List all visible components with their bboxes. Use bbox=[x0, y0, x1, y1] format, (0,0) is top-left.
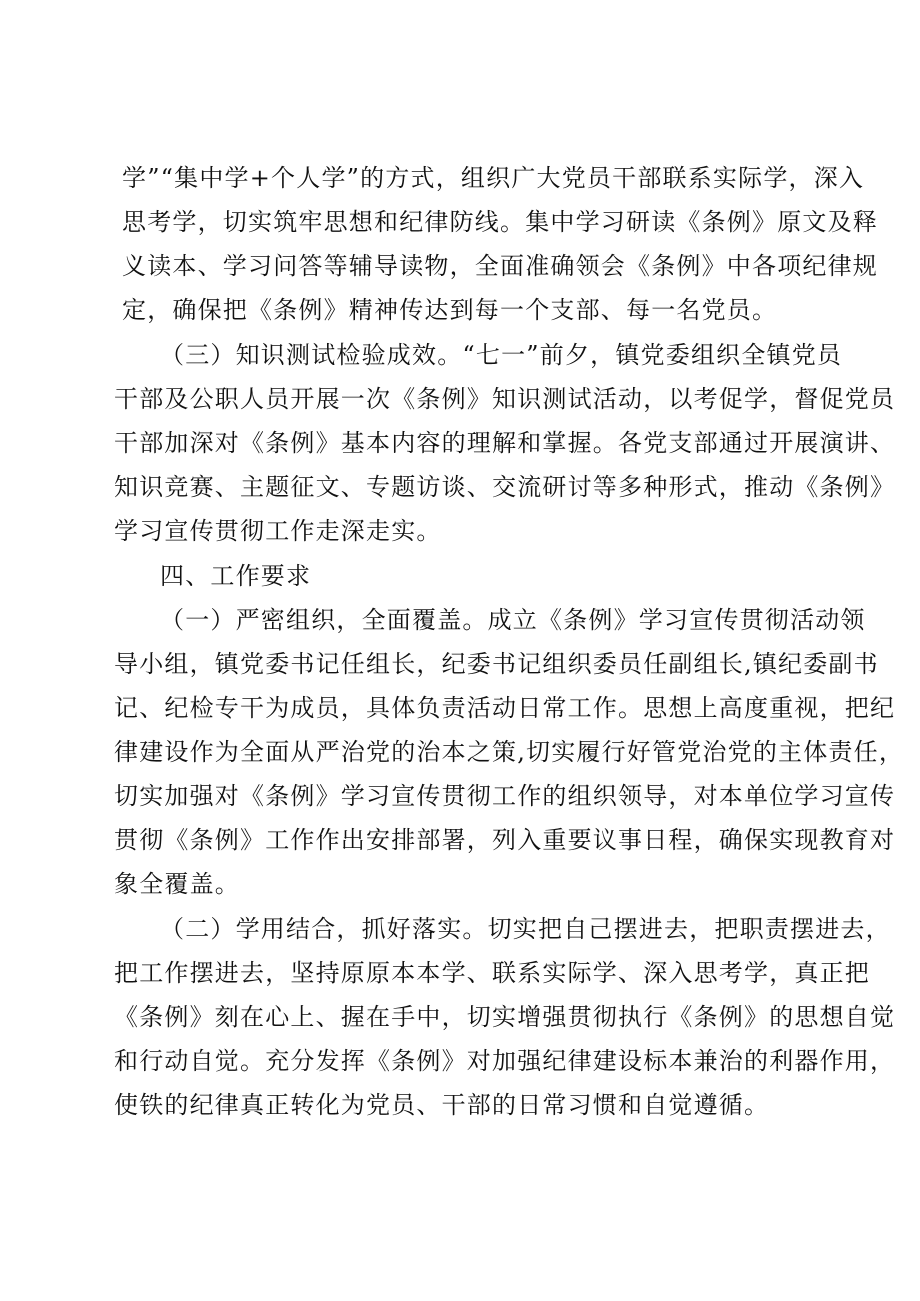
paragraph-line: 干部及公职人员开展一次《条例》知识测试活动，以考促学，督促党员 bbox=[114, 385, 896, 413]
paragraph-line: 定，确保把《条例》精神传达到每一个支部、每一名党员。 bbox=[122, 296, 778, 324]
paragraph-line: 导小组，镇党委书记任组长，纪委书记组织委员任副组长,镇纪委副书 bbox=[114, 650, 879, 678]
paragraph-line: 知识竞赛、主题征文、专题访谈、交流研讨等多种形式，推动《条例》 bbox=[114, 473, 896, 501]
paragraph-line: 干部加深对《条例》基本内容的理解和掌握。各党支部通过开展演讲、 bbox=[114, 429, 896, 457]
paragraph-line: 义读本、学习问答等辅导读物，全面准确领会《条例》中各项纪律规 bbox=[122, 252, 878, 280]
paragraph-line: 思考学，切实筑牢思想和纪律防线。集中学习研读《条例》原文及释 bbox=[122, 208, 878, 236]
paragraph-line: 把工作摆进去，坚持原原本本学、联系实际学、深入思考学，真正把 bbox=[114, 959, 870, 987]
paragraph-line: （一）严密组织，全面覆盖。成立《条例》学习宣传贯彻活动领 bbox=[160, 606, 866, 634]
paragraph-line: 学”“集中学+个人学”的方式，组织广大党员干部联系实际学，深入 bbox=[122, 164, 865, 192]
paragraph-line: （二）学用结合，抓好落实。切实把自己摆进去，把职责摆进去， bbox=[160, 915, 891, 943]
paragraph-line: 《条例》刻在心上、握在手中，切实增强贯彻执行《条例》的思想自觉 bbox=[114, 1003, 896, 1031]
paragraph-line: 记、纪检专干为成员，具体负责活动日常工作。思想上高度重视，把纪 bbox=[114, 694, 896, 722]
paragraph-line: 象全覆盖。 bbox=[114, 870, 240, 898]
paragraph-line: 律建设作为全面从严治党的治本之策,切实履行好管党治党的主体责任， bbox=[114, 738, 905, 766]
section-heading: 四、工作要求 bbox=[160, 562, 312, 590]
paragraph-line: 和行动自觉。充分发挥《条例》对加强纪律建设标本兼治的利器作用， bbox=[114, 1047, 896, 1075]
paragraph-line: 切实加强对《条例》学习宣传贯彻工作的组织领导，对本单位学习宣传 bbox=[114, 782, 896, 810]
paragraph-line: 学习宣传贯彻工作走深走实。 bbox=[114, 517, 442, 545]
paragraph-line: 使铁的纪律真正转化为党员、干部的日常习惯和自觉遵循。 bbox=[114, 1091, 770, 1119]
paragraph-line: （三）知识测试检验成效。“七一”前夕，镇党委组织全镇党员 bbox=[160, 341, 843, 369]
paragraph-line: 贯彻《条例》工作作出安排部署，列入重要议事日程，确保实现教育对 bbox=[114, 826, 896, 854]
